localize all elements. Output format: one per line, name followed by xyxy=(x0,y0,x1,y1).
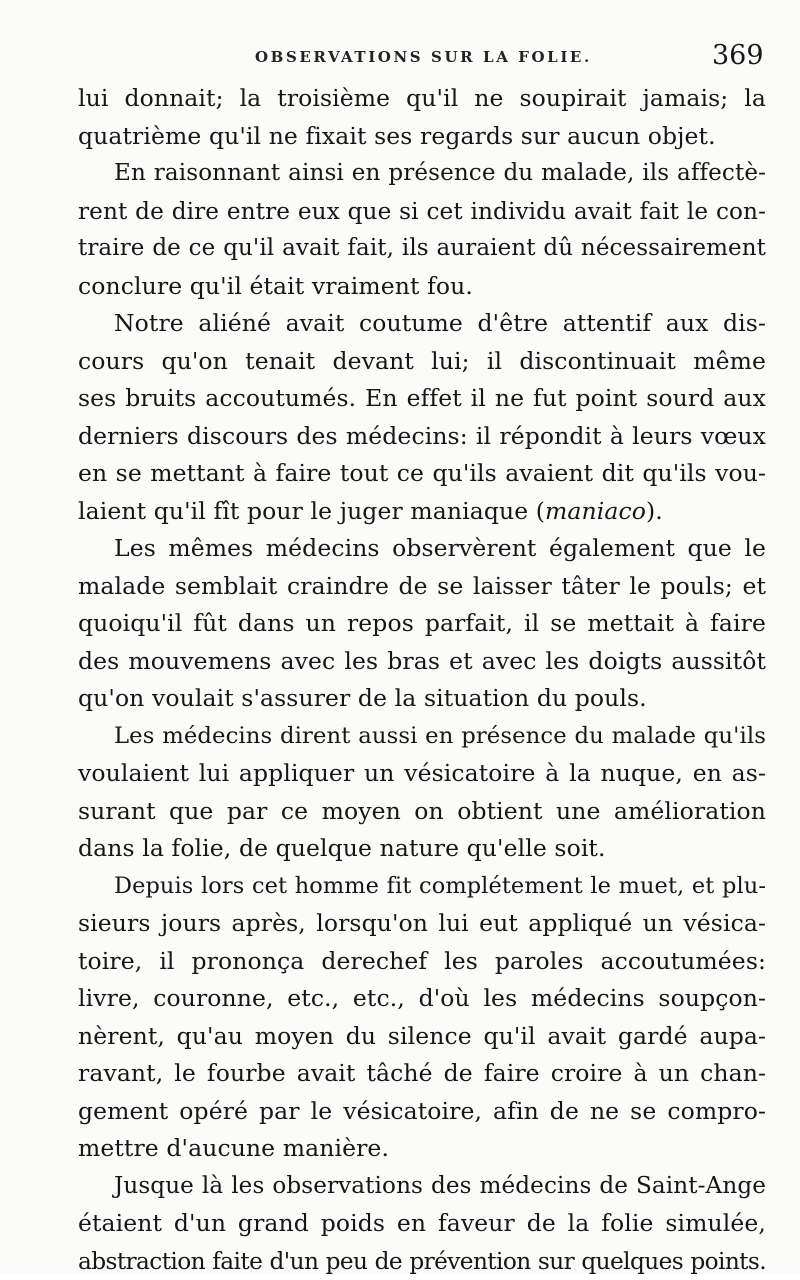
text-line: ses bruits accoutumés. En effet il ne fut point sourd aux xyxy=(78,380,766,418)
text-line: dans la folie, de quelque nature qu'elle soit. xyxy=(78,830,766,868)
paragraph-first-line: En raisonnant ainsi en présence du malade, ils affectè- xyxy=(78,155,766,193)
paragraph-first-line: Depuis lors cet homme fit complétement le muet, et plu- xyxy=(78,868,766,906)
text-line: laient qu'il fît pour le juger maniaque (maniaco). xyxy=(78,493,766,531)
page-number: 369 xyxy=(712,40,764,71)
text-line: en se mettant à faire tout ce qu'ils avaient dit qu'ils vou- xyxy=(78,455,766,493)
text-line: des mouvemens avec les bras et avec les doigts aussitôt xyxy=(78,643,766,681)
text-line: livre, couronne, etc., etc., d'où les médecins soupçon- xyxy=(78,980,766,1018)
text-line: qu'on voulait s'assurer de la situation du pouls. xyxy=(78,680,766,718)
text-line: mettre d'aucune manière. xyxy=(78,1130,766,1168)
body-text xyxy=(78,80,766,1280)
text-line: quatrième qu'il ne fixait ses regards sur aucun objet. xyxy=(78,118,766,156)
text-line: malade semblait craindre de se laisser tâter le pouls; et xyxy=(78,568,766,606)
text-line: étaient d'un grand poids en faveur de la folie simulée, xyxy=(78,1205,766,1243)
text-line: ravant, le fourbe avait tâché de faire croire à un chan- xyxy=(78,1055,766,1093)
text-line: rent de dire entre eux que si cet individu avait fait le con- xyxy=(78,193,766,231)
text-line: derniers discours des médecins: il répondit à leurs vœux xyxy=(78,418,766,456)
text-line: voulaient lui appliquer un vésicatoire à la nuque, en as- xyxy=(78,755,766,793)
running-head xyxy=(0,40,800,80)
text-line: toire, il prononça derechef les paroles accoutumées: xyxy=(78,943,766,981)
text-line: sieurs jours après, lorsqu'on lui eut appliqué un vésica- xyxy=(78,905,766,943)
text-line: cours qu'on tenait devant lui; il discontinuait même xyxy=(78,343,766,381)
text-line: abstraction faite d'un peu de prévention sur quelques points. xyxy=(78,1243,766,1280)
text-line: gement opéré par le vésicatoire, afin de ne se compro- xyxy=(78,1093,766,1131)
paragraph-first-line: Les médecins dirent aussi en présence du malade qu'ils xyxy=(78,718,766,756)
text-line: nèrent, qu'au moyen du silence qu'il avait gardé aupa- xyxy=(78,1018,766,1056)
text-line: traire de ce qu'il avait fait, ils auraient dû nécessairement xyxy=(78,230,766,268)
paragraph-first-line: Notre aliéné avait coutume d'être attentif aux dis- xyxy=(78,305,766,343)
paragraph-first-line: Jusque là les observations des médecins de Saint-Ange xyxy=(78,1168,766,1206)
paragraph-first-line: Les mêmes médecins observèrent également que le xyxy=(78,530,766,568)
text-line: conclure qu'il était vraiment fou. xyxy=(78,268,766,306)
text-line: surant que par ce moyen on obtient une amélioration xyxy=(78,793,766,831)
text-line: quoiqu'il fût dans un repos parfait, il se mettait à faire xyxy=(78,605,766,643)
running-title: OBSERVATIONS SUR LA FOLIE. xyxy=(255,48,592,66)
text-line: lui donnait; la troisième qu'il ne soupirait jamais; la xyxy=(78,80,766,118)
